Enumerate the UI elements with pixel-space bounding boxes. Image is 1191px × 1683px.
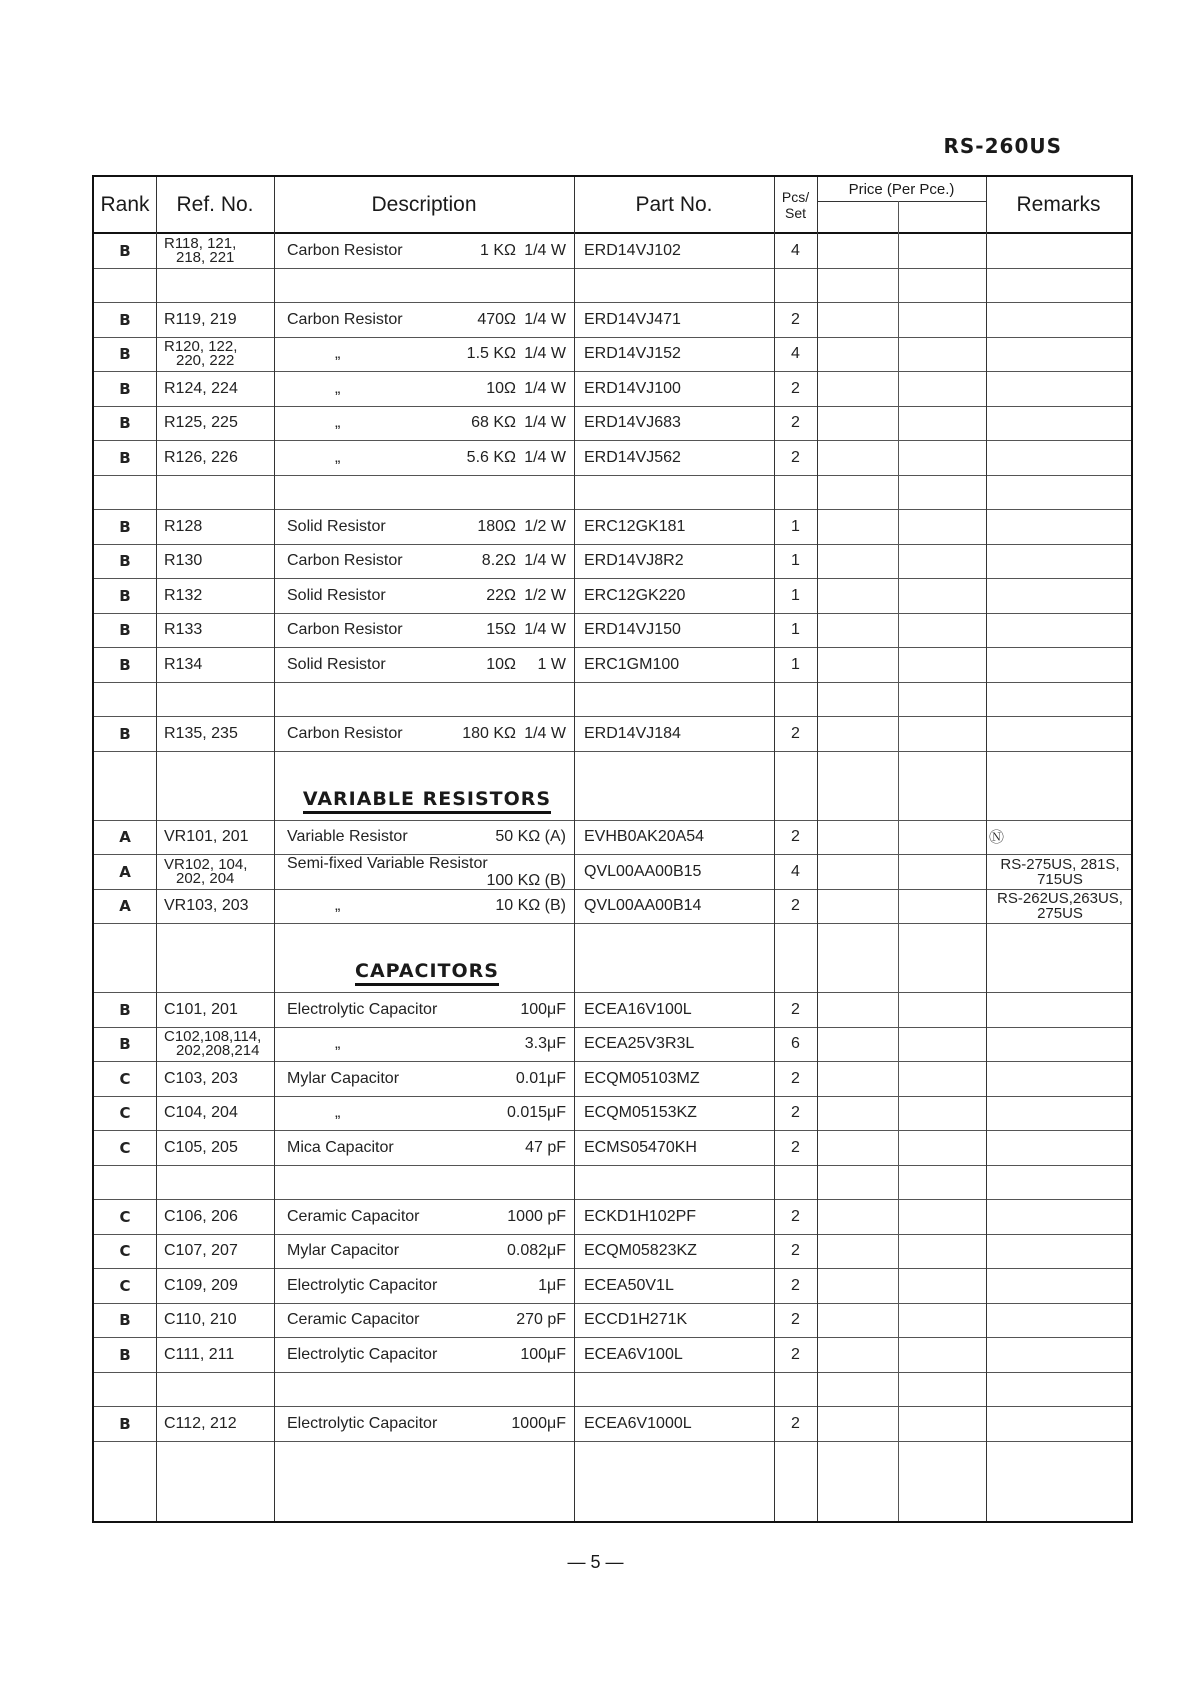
ref-line: R134 <box>164 655 203 673</box>
description-value: 10Ω <box>486 655 516 673</box>
ref-line: C105, 205 <box>164 1138 238 1156</box>
rank-cell: C <box>119 1207 131 1226</box>
part-number-cell: ERD14VJ184 <box>584 724 681 742</box>
quantity-cell: 2 <box>791 897 800 915</box>
table-row <box>94 648 1131 683</box>
quantity-cell: 2 <box>791 1345 800 1363</box>
ref-cell <box>164 1062 274 1096</box>
description-value: 0.015μF <box>506 1104 566 1122</box>
description-cell <box>287 648 566 682</box>
description-wattage: 1/4 W <box>524 414 566 432</box>
rank-cell: B <box>119 517 131 536</box>
description-cell <box>287 855 566 889</box>
part-number-cell: ERD14VJ152 <box>584 345 681 363</box>
description-value: 1000μF <box>511 1414 566 1432</box>
table-row <box>94 855 1131 890</box>
rank-cell: B <box>119 1414 131 1433</box>
description-value: 270 pF <box>516 1311 566 1329</box>
part-number-cell: ECQM05103MZ <box>584 1069 700 1087</box>
ref-cell <box>164 407 274 441</box>
ref-line: R125, 225 <box>164 414 238 432</box>
description-value: 50 KΩ (A) <box>495 828 566 846</box>
description-name: Variable Resistor <box>287 828 408 846</box>
blank-row <box>94 476 1131 511</box>
quantity-cell: 1 <box>791 655 800 673</box>
section-row <box>94 924 1131 993</box>
quantity-cell: 2 <box>791 1242 800 1260</box>
blank-row <box>94 269 1131 304</box>
quantity-cell: 2 <box>791 448 800 466</box>
rank-cell: B <box>119 1345 131 1364</box>
description-cell <box>287 614 566 648</box>
ref-line: R132 <box>164 586 203 604</box>
quantity-cell: 1 <box>791 621 800 639</box>
ref-cell <box>164 1131 274 1165</box>
description-name: „ <box>335 448 341 466</box>
part-number-cell: ERC12GK220 <box>584 586 686 604</box>
description-cell <box>287 1097 566 1131</box>
quantity-cell: 4 <box>791 862 800 880</box>
description-wattage: 1/4 W <box>524 724 566 742</box>
ref-line: C103, 203 <box>164 1069 238 1087</box>
description-value: 180Ω <box>477 517 516 535</box>
quantity-cell: 1 <box>791 586 800 604</box>
part-number-cell: ECEA25V3R3L <box>584 1035 695 1053</box>
description-value: 0.01μF <box>515 1069 566 1087</box>
quantity-cell: 2 <box>791 1311 800 1329</box>
part-number-cell: ECEA6V1000L <box>584 1414 692 1432</box>
rank-cell: C <box>119 1138 131 1157</box>
description-cell <box>287 1200 566 1234</box>
section-title-text: VARIABLE RESISTORS <box>303 788 551 814</box>
rank-cell: C <box>119 1242 131 1261</box>
rank-cell: B <box>119 414 131 433</box>
ref-cell <box>164 1338 274 1372</box>
table-row <box>94 890 1131 925</box>
part-number-cell: ECQM05823KZ <box>584 1242 697 1260</box>
description-cell <box>287 1028 566 1062</box>
col-divider <box>898 201 899 1521</box>
ref-line: C104, 204 <box>164 1104 238 1122</box>
part-number-cell: ECEA6V100L <box>584 1345 683 1363</box>
header-price-divider <box>817 201 986 202</box>
table-row <box>94 717 1131 752</box>
header-set: Set <box>784 204 806 221</box>
description-value: 0.082μF <box>506 1242 566 1260</box>
rank-cell: B <box>119 310 131 329</box>
quantity-cell: 2 <box>791 414 800 432</box>
description-name: „ <box>335 1104 341 1122</box>
rank-cell: B <box>119 655 131 674</box>
part-number-cell: ERD14VJ102 <box>584 241 681 259</box>
part-number-cell: ECEA50V1L <box>584 1276 674 1294</box>
description-name: Mylar Capacitor <box>287 1069 400 1087</box>
ref-cell <box>164 441 274 475</box>
quantity-cell: 4 <box>791 241 800 259</box>
ref-cell <box>164 1269 274 1303</box>
description-value: 47 pF <box>525 1138 566 1156</box>
description-cell <box>287 1235 566 1269</box>
part-number-cell: ECKD1H102PF <box>584 1207 697 1225</box>
part-number-cell: ECQM05153KZ <box>584 1104 697 1122</box>
table-header <box>94 177 1131 234</box>
description-cell <box>287 510 566 544</box>
col-divider <box>817 177 818 1521</box>
ref-cell <box>164 1028 274 1062</box>
table-row <box>94 1062 1131 1097</box>
description-cell <box>287 372 566 406</box>
part-number-cell: ERD14VJ100 <box>584 379 681 397</box>
remarks-line: RS-262US,263US, <box>997 890 1123 908</box>
description-name: Carbon Resistor <box>287 241 403 259</box>
quantity-cell: 2 <box>791 724 800 742</box>
remarks-line: Ⓝ <box>989 828 1005 846</box>
ref-line: C106, 206 <box>164 1207 238 1225</box>
quantity-cell: 6 <box>791 1035 800 1053</box>
blank-row <box>94 1373 1131 1408</box>
ref-line: VR103, 203 <box>164 897 249 915</box>
ref-cell <box>164 303 274 337</box>
quantity-cell: 2 <box>791 1000 800 1018</box>
description-wattage: 1/4 W <box>524 241 566 259</box>
description-value: 100μF <box>520 1000 566 1018</box>
ref-cell <box>164 1200 274 1234</box>
description-name: Carbon Resistor <box>287 724 403 742</box>
table-row <box>94 303 1131 338</box>
description-name: Semi-fixed Variable Resistor <box>287 854 488 872</box>
part-number-cell: ERD14VJ471 <box>584 310 681 328</box>
page-number: — 5 — <box>567 1552 624 1572</box>
part-number-cell: ERD14VJ683 <box>584 414 681 432</box>
table-row <box>94 821 1131 856</box>
quantity-cell: 1 <box>791 517 800 535</box>
rank-cell: B <box>119 1000 131 1019</box>
description-wattage: 1/4 W <box>524 345 566 363</box>
quantity-cell: 2 <box>791 1276 800 1294</box>
rank-cell: B <box>119 1035 131 1054</box>
table-row <box>94 1338 1131 1373</box>
header-description: Description <box>371 192 477 216</box>
description-cell <box>287 579 566 613</box>
col-divider <box>156 177 157 1521</box>
table-row <box>94 234 1131 269</box>
ref-line: 202,208,214 <box>176 1042 260 1060</box>
ref-line: R120, 122, <box>164 338 238 356</box>
table-row <box>94 614 1131 649</box>
ref-cell <box>164 648 274 682</box>
description-cell <box>287 1407 566 1441</box>
part-number-cell: ERD14VJ150 <box>584 621 681 639</box>
quantity-cell: 2 <box>791 1138 800 1156</box>
description-value: 1.5 KΩ <box>466 345 516 363</box>
part-number-cell: ERD14VJ8R2 <box>584 552 684 570</box>
description-cell <box>287 441 566 475</box>
ref-cell <box>164 717 274 751</box>
part-number-cell: ECEA16V100L <box>584 1000 692 1018</box>
description-cell <box>287 1269 566 1303</box>
rank-cell: B <box>119 448 131 467</box>
description-name: Electrolytic Capacitor <box>287 1345 438 1363</box>
description-cell <box>287 407 566 441</box>
description-wattage: 1/4 W <box>524 552 566 570</box>
table-row <box>94 1200 1131 1235</box>
quantity-cell: 2 <box>791 1069 800 1087</box>
quantity-cell: 2 <box>791 828 800 846</box>
description-value: 15Ω <box>486 621 516 639</box>
ref-line: VR102, 104, <box>164 855 248 873</box>
part-number-cell: ERD14VJ562 <box>584 448 681 466</box>
ref-cell <box>164 545 274 579</box>
rank-cell: B <box>119 552 131 571</box>
table-row <box>94 1131 1131 1166</box>
description-name: Solid Resistor <box>287 586 386 604</box>
description-cell <box>287 1131 566 1165</box>
description-value: 5.6 KΩ <box>466 448 516 466</box>
model-number: RS-260US <box>943 134 1062 158</box>
ref-line: C102,108,114, <box>164 1028 262 1046</box>
table-row <box>94 993 1131 1028</box>
table-body <box>94 234 1131 1521</box>
header-part-no: Part No. <box>635 192 713 216</box>
description-name: Electrolytic Capacitor <box>287 1000 438 1018</box>
table-row <box>94 1269 1131 1304</box>
quantity-cell: 4 <box>791 345 800 363</box>
description-cell <box>287 717 566 751</box>
part-number-cell: QVL00AA00B15 <box>584 862 702 880</box>
table-row <box>94 1235 1131 1270</box>
ref-line: R118, 121, <box>164 234 237 252</box>
table-row <box>94 1407 1131 1442</box>
rank-cell: B <box>119 621 131 640</box>
part-number-cell: ERC12GK181 <box>584 517 686 535</box>
description-value: 22Ω <box>486 586 516 604</box>
description-name: Electrolytic Capacitor <box>287 1276 438 1294</box>
quantity-cell: 2 <box>791 1414 800 1432</box>
description-name: „ <box>335 379 341 397</box>
description-name: „ <box>335 1035 341 1053</box>
ref-line: VR101, 201 <box>164 828 249 846</box>
remarks-cell <box>989 821 1131 855</box>
description-name: „ <box>335 414 341 432</box>
rank-cell: A <box>119 862 131 881</box>
ref-line: R119, 219 <box>164 310 237 328</box>
table-row <box>94 1097 1131 1132</box>
table-row <box>94 372 1131 407</box>
col-divider <box>774 177 775 1521</box>
description-value: 1000 pF <box>507 1207 566 1225</box>
description-cell <box>287 993 566 1027</box>
description-name: Carbon Resistor <box>287 310 403 328</box>
col-divider <box>986 177 987 1521</box>
ref-cell <box>164 1097 274 1131</box>
remarks-line: 275US <box>1037 905 1083 923</box>
description-wattage: 1/4 W <box>524 621 566 639</box>
ref-line: 202, 204 <box>176 869 235 887</box>
description-value: 10Ω <box>486 379 516 397</box>
remarks-cell <box>989 890 1131 924</box>
description-wattage: 1 W <box>537 655 566 673</box>
parts-table <box>92 175 1133 1523</box>
part-number-cell: ERC1GM100 <box>584 655 680 673</box>
ref-cell <box>164 821 274 855</box>
table-row <box>94 1028 1131 1063</box>
ref-line: R130 <box>164 552 203 570</box>
ref-cell <box>164 1304 274 1338</box>
ref-line: 220, 222 <box>176 352 235 370</box>
description-name: Solid Resistor <box>287 517 386 535</box>
ref-cell <box>164 510 274 544</box>
description-cell <box>287 890 566 924</box>
description-name: Carbon Resistor <box>287 552 403 570</box>
description-cell <box>287 545 566 579</box>
ref-line: C111, 211 <box>164 1345 235 1363</box>
rank-cell: C <box>119 1276 131 1295</box>
description-value: 180 KΩ <box>462 724 516 742</box>
table-row <box>94 579 1131 614</box>
rank-cell: C <box>119 1104 131 1123</box>
part-number-cell: EVHB0AK20A54 <box>584 828 705 846</box>
description-name: Ceramic Capacitor <box>287 1207 420 1225</box>
rank-cell: B <box>119 724 131 743</box>
rank-cell: C <box>119 1069 131 1088</box>
part-number-cell: ECMS05470KH <box>584 1138 697 1156</box>
description-value: 8.2Ω <box>481 552 516 570</box>
ref-cell <box>164 855 274 889</box>
description-cell <box>287 1062 566 1096</box>
description-value: 100μF <box>520 1345 566 1363</box>
description-wattage: 1/2 W <box>524 586 566 604</box>
ref-line: R128 <box>164 517 203 535</box>
quantity-cell: 2 <box>791 379 800 397</box>
table-row <box>94 338 1131 373</box>
table-row <box>94 510 1131 545</box>
description-value: 3.3μF <box>524 1035 566 1053</box>
description-wattage: 1/2 W <box>524 517 566 535</box>
description-name: Mica Capacitor <box>287 1138 394 1156</box>
rank-cell: B <box>119 379 131 398</box>
rank-cell: A <box>119 897 131 916</box>
ref-line: C101, 201 <box>164 1000 238 1018</box>
table-row <box>94 545 1131 580</box>
quantity-cell: 2 <box>791 1207 800 1225</box>
description-value: 470Ω <box>477 310 516 328</box>
ref-cell <box>164 1235 274 1269</box>
ref-cell <box>164 579 274 613</box>
part-number-cell: QVL00AA00B14 <box>584 897 702 915</box>
table-row <box>94 1304 1131 1339</box>
description-name: Electrolytic Capacitor <box>287 1414 438 1432</box>
description-value: 1 KΩ <box>480 241 516 259</box>
section-title <box>287 788 567 810</box>
header-price: Price (Per Pce.) <box>848 180 955 198</box>
ref-line: C107, 207 <box>164 1242 238 1260</box>
remarks-cell <box>989 855 1131 889</box>
quantity-cell: 2 <box>791 310 800 328</box>
section-title-text: CAPACITORS <box>355 960 499 986</box>
ref-cell <box>164 338 274 372</box>
ref-line: R133 <box>164 621 203 639</box>
description-value: 1μF <box>538 1276 566 1294</box>
ref-cell <box>164 1407 274 1441</box>
header-ref: Ref. No. <box>176 192 254 216</box>
remarks-line: RS-275US, 281S, <box>1000 855 1120 873</box>
col-divider <box>574 177 575 1521</box>
description-cell <box>287 1304 566 1338</box>
description-cell <box>287 234 566 268</box>
ref-cell <box>164 614 274 648</box>
ref-line: C110, 210 <box>164 1311 237 1329</box>
quantity-cell: 1 <box>791 552 800 570</box>
description-name: Mylar Capacitor <box>287 1242 400 1260</box>
ref-line: C109, 209 <box>164 1276 238 1294</box>
ref-cell <box>164 372 274 406</box>
table-row <box>94 441 1131 476</box>
ref-line: R126, 226 <box>164 448 238 466</box>
header-rank: Rank <box>100 192 150 216</box>
col-divider <box>274 177 275 1521</box>
description-value: 68 KΩ <box>471 414 516 432</box>
description-value: 10 KΩ (B) <box>495 897 566 915</box>
description-cell <box>287 338 566 372</box>
part-number-cell: ECCD1H271K <box>584 1311 688 1329</box>
remarks-line: 715US <box>1037 870 1083 888</box>
description-wattage: 1/4 W <box>524 379 566 397</box>
ref-cell <box>164 234 274 268</box>
section-row <box>94 752 1131 821</box>
ref-cell <box>164 890 274 924</box>
description-wattage: 1/4 W <box>524 310 566 328</box>
header-remarks: Remarks <box>1016 192 1101 216</box>
quantity-cell: 2 <box>791 1104 800 1122</box>
description-cell <box>287 1338 566 1372</box>
ref-line: 218, 221 <box>176 248 235 266</box>
description-cell <box>287 303 566 337</box>
description-name: Solid Resistor <box>287 655 386 673</box>
rank-cell: A <box>119 828 131 847</box>
rank-cell: B <box>119 345 131 364</box>
rank-cell: B <box>119 586 131 605</box>
ref-cell <box>164 993 274 1027</box>
description-name: „ <box>335 345 341 363</box>
blank-row <box>94 683 1131 718</box>
header-pcs: Pcs/ <box>781 188 810 205</box>
description-name: „ <box>335 897 341 915</box>
ref-line: R124, 224 <box>164 379 238 397</box>
description-cell <box>287 821 566 855</box>
description-value: 100 KΩ (B) <box>486 871 566 889</box>
rank-cell: B <box>119 1311 131 1330</box>
description-name: Carbon Resistor <box>287 621 403 639</box>
section-title <box>287 960 567 982</box>
description-name: Ceramic Capacitor <box>287 1311 420 1329</box>
table-row <box>94 407 1131 442</box>
description-wattage: 1/4 W <box>524 448 566 466</box>
ref-line: R135, 235 <box>164 724 238 742</box>
header-pcs-set <box>774 177 817 232</box>
ref-line: C112, 212 <box>164 1414 237 1432</box>
rank-cell: B <box>119 241 131 260</box>
blank-row <box>94 1166 1131 1201</box>
